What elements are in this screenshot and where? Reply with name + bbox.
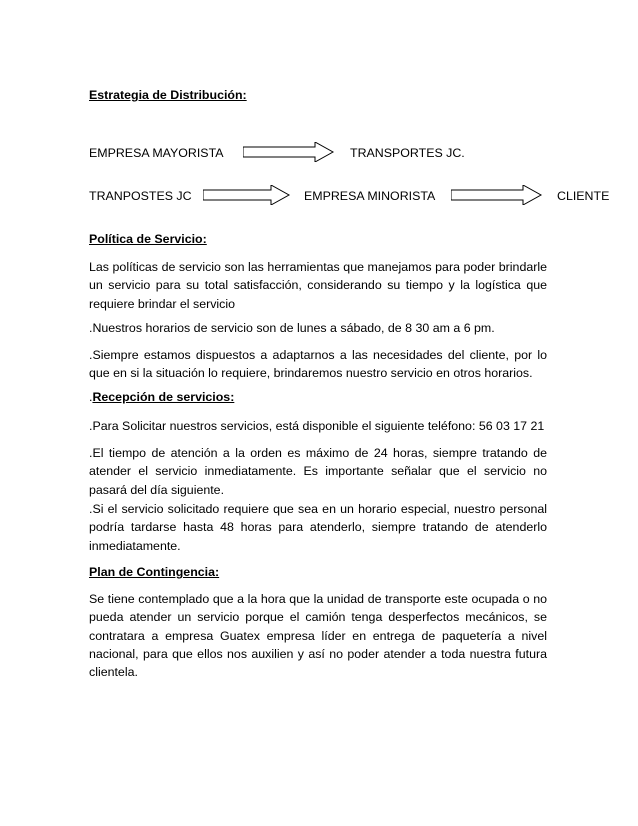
paragraph-especial: .Si el servicio solicitado requiere que sea en un horario especial, nuestro personal podría tardarse hasta 48 horas para atenderlo, siempre tratando de atenderlo inmediatamente. bbox=[89, 502, 547, 553]
flow2-arrow2-icon bbox=[451, 185, 543, 205]
paragraph-contingencia: Se tiene contemplado que a la hora que la unidad de transporte este ocupada o no pueda atender un servicio porque el camión tenga desperfectos mecánicos, se contratara a empresa Guatex empresa líder en entrega de paquetería a nivel nacional, para que ellos nos auxilien y así no poder atender a toda nuestra futura clientela. bbox=[89, 592, 547, 680]
heading-estrategia: Estrategia de Distribución: bbox=[89, 88, 247, 102]
flow2-middle-label: EMPRESA MINORISTA bbox=[304, 189, 436, 203]
flow1-from-label: EMPRESA MAYORISTA bbox=[89, 146, 224, 160]
paragraph-solicitar: .Para Solicitar nuestros servicios, está disponible el siguiente teléfono: 56 03 17 21 bbox=[89, 419, 545, 433]
heading-politica: Política de Servicio: bbox=[89, 232, 207, 246]
paragraph-tiempo: .El tiempo de atención a la orden es máximo de 24 horas, siempre tratando de atender el servicio inmediatamente. Es importante señalar que el servicio no pasará del día siguiente. bbox=[89, 446, 547, 497]
flow2-to-label: CLIENTE bbox=[557, 189, 610, 203]
paragraph-dispuestos: .Siempre estamos dispuestos a adaptarnos a las necesidades del cliente, por lo que en si la situación lo requiere, brindaremos nuestro servicio en otros horarios. bbox=[89, 348, 547, 381]
heading-recepcion-wrapper bbox=[89, 391, 234, 403]
flow1-arrow-icon bbox=[243, 142, 335, 162]
flow2-arrow1-icon bbox=[203, 185, 291, 205]
flow1-to-label: TRANSPORTES JC. bbox=[350, 146, 465, 160]
flow2-from-label: TRANPOSTES JC bbox=[89, 189, 192, 203]
heading-recepcion: Recepción de servicios: bbox=[92, 390, 235, 404]
paragraph-horarios: .Nuestros horarios de servicio son de lunes a sábado, de 8 30 am a 6 pm. bbox=[89, 321, 495, 335]
paragraph-politica-intro: Las políticas de servicio son las herramientas que manejamos para poder brindarle un servicio para su total satisfacción, considerando su tiempo y la logística que requiere brindar el servicio bbox=[89, 260, 547, 311]
heading-contingencia: Plan de Contingencia: bbox=[89, 565, 220, 579]
heading-recepcion-prefix: . bbox=[89, 390, 93, 404]
